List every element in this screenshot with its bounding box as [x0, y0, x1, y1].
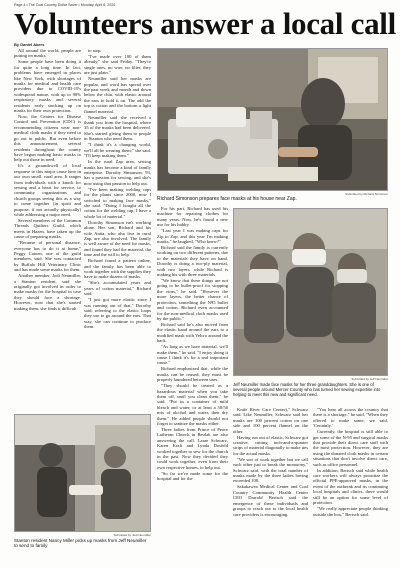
- article-paragraph: "Because of personal distance, everyone has to do it at home," Peggy Catoen, one of the guild members, said. She was contacted by Buffalo Hill Veterinary Clinic and has made some masks for them.: [14, 240, 81, 273]
- right-photo-credit: Submitted by Jeff Neumiller: [351, 377, 388, 381]
- masks-photo-illustration: [234, 209, 388, 376]
- article-paragraph: Having run out of elastic, Schwarz got creative, cutting inch-and-a-quarter strips of material diagonally to make ties for the actual masks.: [233, 434, 308, 456]
- article-paragraph: "I've been making welding caps for the plants since 2000, now I switched to making face masks," she said. "Doing I bought all the cotton for the welding cap, I have a whole lot of material.": [84, 186, 151, 219]
- article-paragraph: Richard found a pattern online, and the family has been able to work together with the supplies they have to make dozens of masks.: [84, 258, 151, 280]
- article-paragraph: "They should be treated as a hazardous material when you take them off, until you clean them," he said. "Put in a container of mild bleach and water, or at least a 50/50 mix of alcohol and water, then dry them." He added people should not forget to sanitize the masks either.: [157, 383, 228, 426]
- article-paragraph: In addition, Bertsch said while health care workers will always prioritize the official PPE-approved masks, in the event of the outbreak and its continuing local hospitals and clinics, there would still be an option for some level of protection.: [313, 467, 388, 506]
- article-paragraph: Another member, Jodi Neumiller, a Stanton resident, said she originally got involved in order to make masks for the hospital in case they should face a shortage. However, now that she's started making them, she finds it difficult: [14, 273, 81, 311]
- left-photo-credit: Submitted by Jodi Neumiller: [113, 533, 151, 537]
- top-photo-caption: Richard Simonson prepares face masks at his house near Zap.: [157, 196, 297, 202]
- top-photo-credit: Submitted by Richard Simonson: [345, 192, 388, 196]
- article-paragraph: Neumiller said she received a thank you from the hospital, where 35 of the masks had been delivered. She's started giving them to people in Stanton who need them.: [84, 114, 151, 142]
- article-column-5: [313, 407, 388, 562]
- article-paragraph: "So far we've made some for the hospital and for the: [157, 470, 228, 482]
- article-paragraph: "As long as we have material, we'll make them," he said. "I enjoy doing it cause I think it's for a real important cause.": [157, 344, 228, 366]
- sewing-photo-illustration: [158, 49, 388, 191]
- article-column-1: [14, 48, 81, 410]
- article-paragraph: "I've made over 100 of them already," she said Friday. "They're single ones, no wire, no filter, they are just plain.": [84, 54, 151, 76]
- article-paragraph: Richard said he's also moved from the elastic band around the ears to a modified mask with Velcro around the back.: [157, 321, 228, 344]
- article-column-4: [233, 407, 308, 562]
- pickup-photo: [14, 414, 151, 532]
- article-paragraph: Knife River Care Center)," Schwarz said. Like Neumiller, Schwarz said her masks are 100 percent cotton on one side and 100 percent flannel on the other.: [233, 407, 308, 434]
- article-paragraph: "You hear all across the country that there is a shortage," he said. "When they offered to make some, we said, 'Certainly.': [313, 407, 388, 429]
- article-paragraph: to stop.: [88, 48, 102, 53]
- article-paragraph: In the rural Zap area, sewing masks has become a kind of family enterprise. Dorothy Simonson, 93, has a passion for sewing, and she's now using that passion to help out.: [84, 159, 151, 186]
- page-folio: Page 4 • The Coal Country Dollar Saver • Monday, April 6, 2020: [14, 3, 116, 7]
- article-paragraph: "We sort of work together but we call each other just to break the monotony," Schwarz said, with the total number of masks made by the three ladies having exceeded 100.: [233, 456, 308, 484]
- right-photo-caption: Jeff Neumiller made face masks for her three granddaughters. She is one of several people around Mercer County who has turned her sewing expertise into helping to meet this new and significant need.: [233, 382, 381, 397]
- article-paragraph: Richard said the family is currently working on two different patterns, due to the materials they have on hand. Dorothy is doing a two-ply material, with two layers, while Richard is making his with three materials.: [157, 245, 228, 278]
- article-paragraph: It's a groundswell of local response to this major cause here in our own small, rural area. It ranges from individuals with a knack for sewing and a heart for service, to community organizations and church groups seeing this as a way to come together (in spirit and purpose, if not actually physically) while addressing a major need.: [14, 163, 81, 217]
- article-paragraph: "She's accumulated years and years of cotton material," Richard said.: [84, 280, 151, 297]
- article-paragraph: "Last year I was making caps for Zip to Zap, and this year I'm making masks," he laughed. "Who knew?": [157, 228, 228, 245]
- article-column-3: [157, 206, 228, 562]
- article-column-2: [84, 48, 151, 410]
- article-paragraph: For his part, Richard has used his machine for repairing clothes for many years. Now, he's found a new use for his hobby.: [157, 206, 228, 228]
- article-paragraph: Some people have been doing it for quite a long time. In fact, problems have emerged in places like New York, with shortages of masks for medical and health care providers due to COVID-19's widespread nature, with up to 90% respiratory masks and several residents early stocking up on masks for their own protection.: [14, 59, 81, 114]
- left-photo-caption: Stanton resident Nancy Miller picks up masks from Jeff Neumiller to send to family: [14, 538, 147, 549]
- article-paragraph: Dorothy Simonson isn't working alone. Her son, Richard and his wife Anita, who also live in rural Zap, are also involved. The family is well aware of the need for masks, and found they had the material, the time and the will to help.: [84, 219, 151, 258]
- sewing-machine-photo: [157, 48, 388, 191]
- byline: By Daniel Akers: [14, 42, 45, 47]
- article-paragraph: Sakakawea Medical Center and Coal Country Community Health Center CEO Darrold Bertsch said the emergence of these individuals and groups to reach out to the local health care providers is encouraging.: [233, 484, 308, 517]
- article-paragraph: "We really appreciate people thinking outside the box," Bertsch said.: [313, 506, 388, 517]
- article-paragraph: Richard emphasized that, while the masks can be reused, they must be properly laundered between uses.: [157, 366, 228, 383]
- article-paragraph: Now, the Centers for Disease Control and Prevention (CDC) is recommending citizens wear non-medical cloth masks if they need to go out in public. But even before this announcement, several residents throughout the county have begun making basic masks to help out those in need.: [14, 114, 81, 163]
- masks-photo: [233, 208, 388, 376]
- pickup-photo-illustration: [15, 415, 151, 532]
- article-paragraph: Several members of the Common Threads Quilters Guild, which meets in Hazen, have taken up the cause of preparing masks.: [14, 217, 81, 240]
- article-paragraph: Currently, the hospital is still able to get some of the N-95 and surgical masks that provide their direct care staff with the most protection. However, they are using the donated cloth masks in certain situations that don't involve direct care, such as office personnel.: [313, 429, 388, 467]
- article-paragraph: "We know that these things are not going to be bullet-proof for stopping the virus," he said. "However the more layers, the better chance of protection, something the N95 bullet and cotton. Richard even accounted for the non-medical cloth masks used by the public.": [157, 278, 228, 321]
- article-paragraph: All around the world, people are putting on masks.: [14, 48, 81, 59]
- article-paragraph: "I just got more elastic since I was running out of that," Dorothy said, referring to the elastic loops they use to go around the ears. That way, she can continue to produce them.: [84, 297, 151, 330]
- article-paragraph: Neumiller said her masks are popular, and word has spread over the past week and month and down below the chin, with elastic around the ears to hold it on. The add the top is cotton and the bottom a light flannel material.: [84, 76, 151, 114]
- article-paragraph: "I think it's a changing world, we'll all be wearing them," she said. "I'll keep making them.": [84, 142, 151, 159]
- headline: Volunteers answer a local call: [14, 6, 396, 41]
- article-paragraph: Three ladies from Prince of Peace Lutheran Church in Beulah are also answering the call. Larae Schwarz, Karen Kraft and Lynda Dosfeld worked together to sew for the church in the past. Now they decided they could work together, even from their own respective homes, to help out.: [157, 427, 228, 470]
